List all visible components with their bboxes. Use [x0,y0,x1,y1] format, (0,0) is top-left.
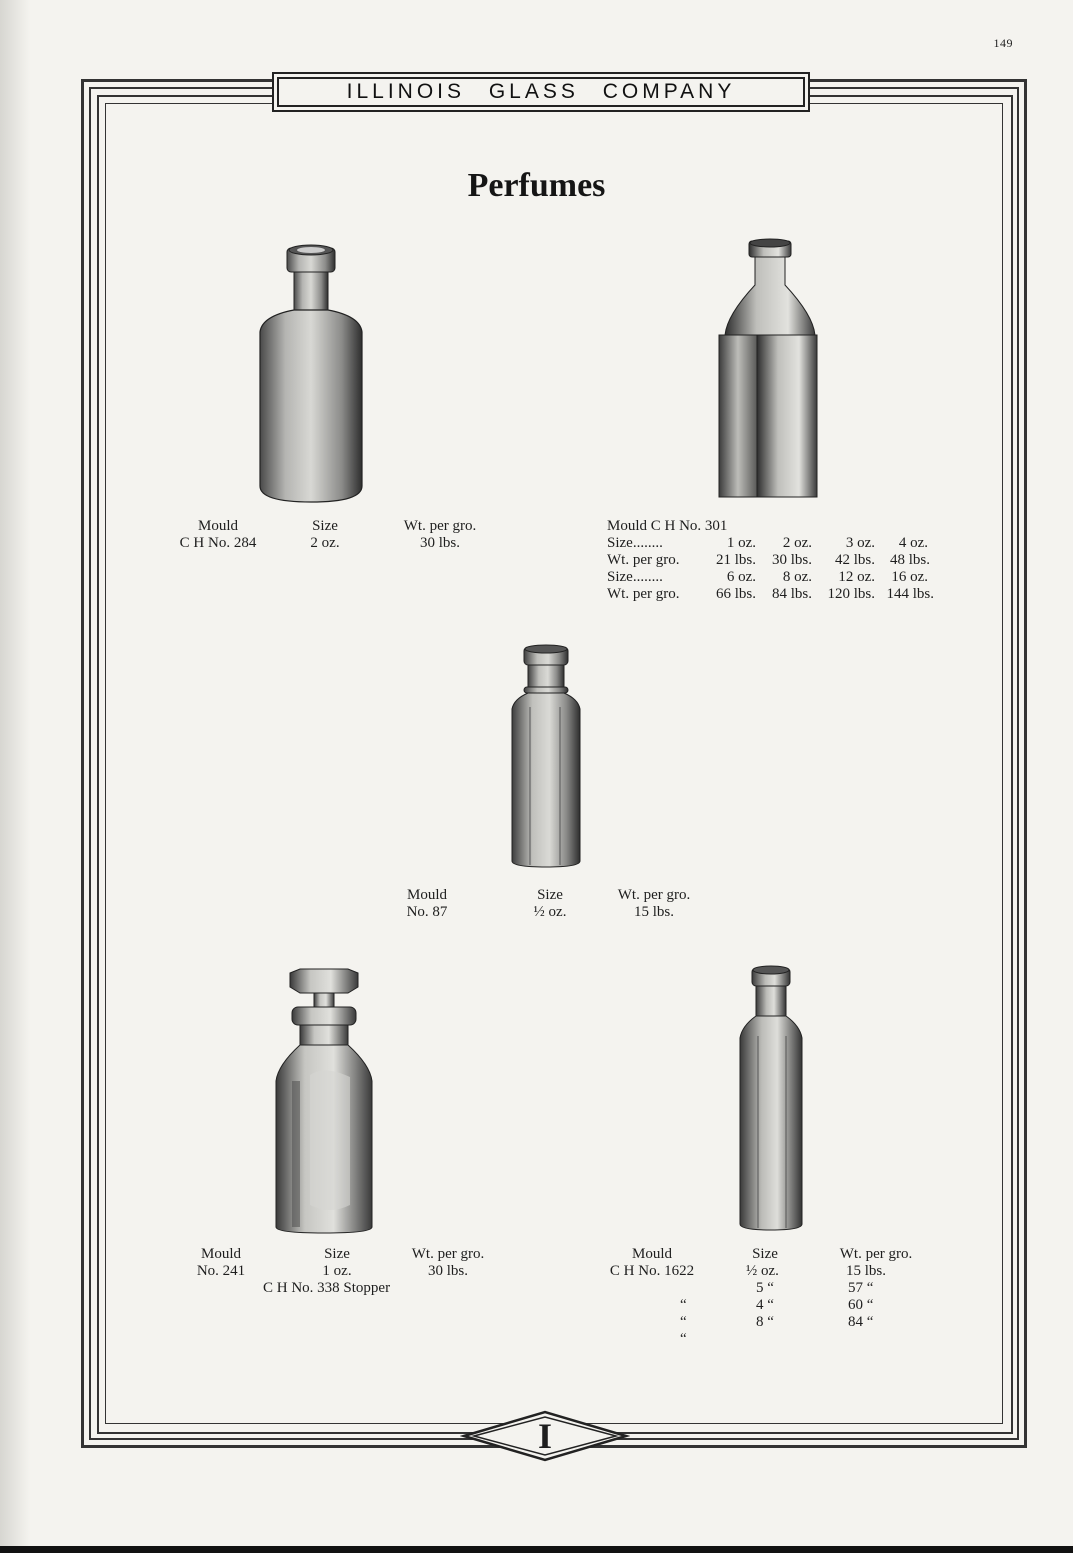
no-241-weight-label: Wt. per gro. [411,1246,485,1262]
ch-301-weight: 21 lbs. [715,552,756,568]
no-87-weight-label: Wt. per gro. [617,887,691,903]
ch-1622-size-label: Size [752,1246,778,1262]
ch-1622-size: 8 “ [756,1314,774,1330]
bottle-ch-284-illustration [250,240,380,510]
ch-1622-weight-label: Wt. per gro. [839,1246,913,1262]
no-241-weight-column [388,1246,508,1280]
ch-1622-ditto-mark: “ [680,1314,687,1330]
ch-284-weight-value: 30 lbs. [419,535,460,551]
ch-301-weight: 30 lbs. [771,552,812,568]
diamond-logo [460,1409,630,1463]
ch-1622-size: 5 “ [756,1280,774,1296]
ch-1622-weight: 15 lbs. [846,1263,887,1279]
page-title: Perfumes [467,167,606,204]
ch-1622-weight: 60 “ [848,1297,874,1313]
no-241-size-label: Size [324,1246,350,1262]
page-bottom-edge [0,1546,1073,1553]
no-87-weight-column [594,887,714,921]
no-87-mould-column [392,887,462,921]
no-241-size-column [302,1246,372,1280]
ch-301-weight: 84 lbs. [771,586,812,602]
no-241-mould-column [185,1246,257,1280]
bottle-ch-301-illustration [705,235,835,505]
bottle-no-241-illustration [270,965,380,1245]
no-87-weight-value: 15 lbs. [633,904,674,920]
ch-1622-weight: 57 “ [848,1280,874,1296]
no-87-size-column [515,887,585,921]
ch-1622-ditto-mark: “ [680,1331,687,1347]
ch-284-mould-column [168,518,268,552]
ch-301-size: 3 oz. [845,535,875,551]
ch-1622-mould-label: Mould [631,1246,672,1262]
ch-301-weight-label-1: Wt. per gro. [607,552,680,568]
ch-301-weight-label-2: Wt. per gro. [607,586,680,602]
ch-301-size: 6 oz. [726,569,756,585]
ch-1622-weight: 84 “ [848,1314,874,1330]
bottle-no-87-illustration [500,643,590,873]
no-87-mould-number: No. 87 [406,904,448,920]
ch-301-size: 8 oz. [782,569,812,585]
ch-301-mould-number: Mould C H No. 301 [607,518,728,534]
company-name: ILLINOIS GLASS COMPANY [277,77,805,107]
no-241-stopper-note: C H No. 338 Stopper [263,1280,391,1296]
ch-301-weight: 66 lbs. [715,586,756,602]
ch-284-weight-label: Wt. per gro. [403,518,477,534]
ch-284-size-column [290,518,360,552]
ch-301-size: 16 oz. [891,569,928,585]
ch-301-size-label-2: Size........ [607,569,663,585]
ch-301-weight: 48 lbs. [889,552,930,568]
page-edge-shadow [0,0,30,1553]
header-banner [272,72,810,112]
ch-284-size-value: 2 oz. [310,535,340,551]
ch-1622-mould-number: C H No. 1622 [609,1263,695,1279]
bottle-ch-1622-illustration [730,962,810,1242]
ch-301-weight: 120 lbs. [827,586,875,602]
ch-1622-size: ½ oz. [746,1263,779,1279]
ch-1622-mould-column [596,1246,708,1280]
no-241-size-value: 1 oz. [322,1263,352,1279]
no-87-size-label: Size [537,887,563,903]
no-241-weight-value: 30 lbs. [427,1263,468,1279]
ch-301-size: 4 oz. [898,535,928,551]
no-87-mould-label: Mould [406,887,447,903]
page-number: 149 [993,36,1013,50]
logo-letter: I [537,1416,552,1456]
ch-301-weight: 144 lbs. [886,586,934,602]
no-87-size-value: ½ oz. [533,904,567,920]
ch-284-size-label: Size [312,518,338,534]
ch-301-size: 12 oz. [838,569,875,585]
no-241-mould-number: No. 241 [196,1263,246,1279]
ch-301-size: 2 oz. [782,535,812,551]
ch-301-weight: 42 lbs. [834,552,875,568]
ch-1622-size: 4 “ [756,1297,774,1313]
ch-301-size-label-1: Size........ [607,535,663,551]
ch-284-weight-column [380,518,500,552]
no-241-mould-label: Mould [200,1246,241,1262]
ch-284-mould-number: C H No. 284 [179,535,257,551]
ch-301-size: 1 oz. [726,535,756,551]
ch-284-mould-label: Mould [197,518,238,534]
ch-1622-ditto-mark: “ [680,1297,687,1313]
